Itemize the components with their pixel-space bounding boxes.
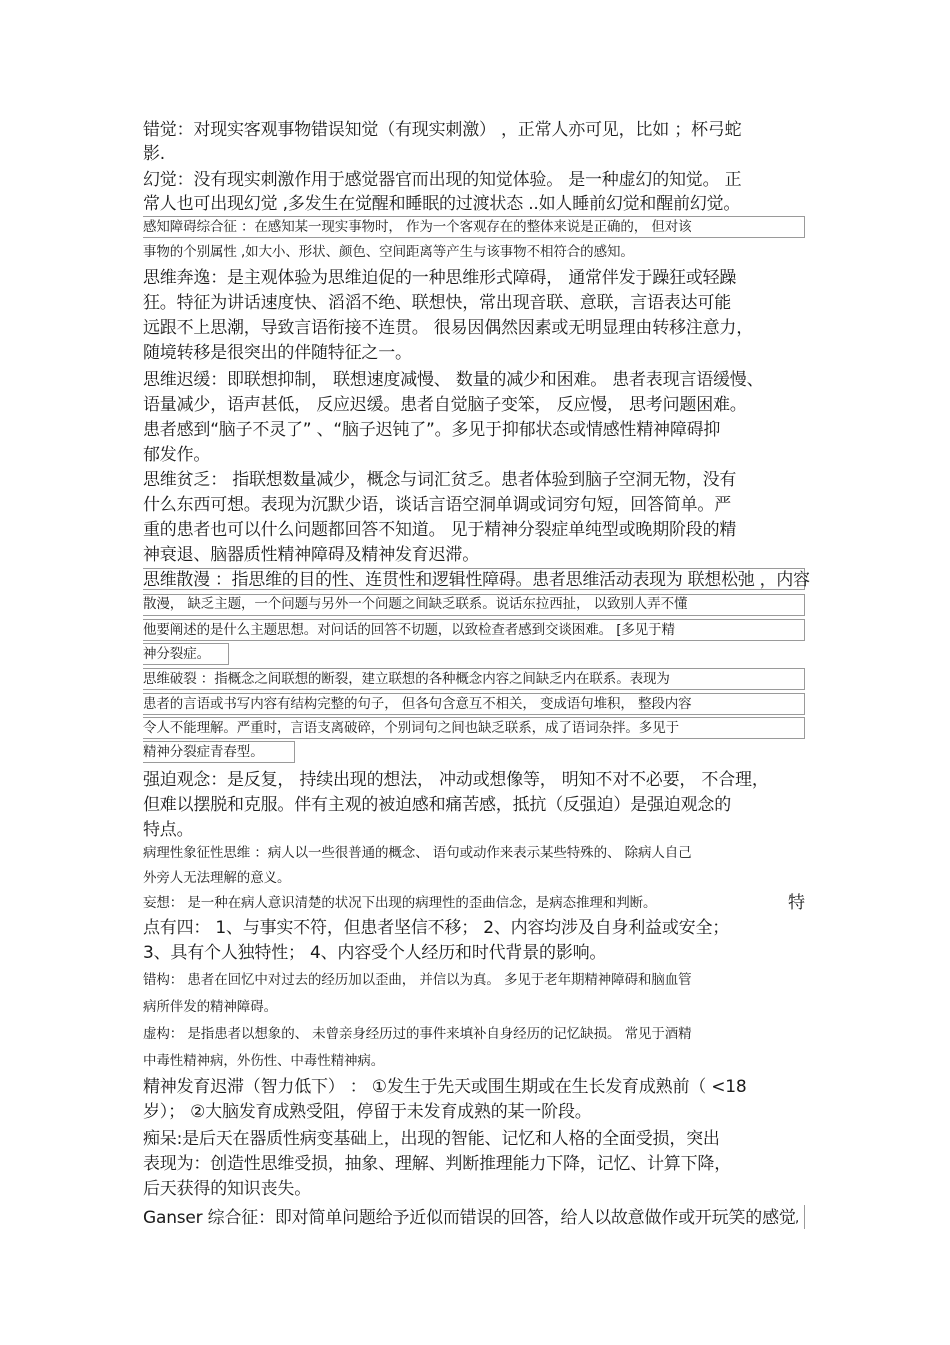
text-line: 精神发育迟滞（智力低下） ： ①发生于先天或围生期或在生长发育成熟前（ <18 bbox=[143, 1077, 747, 1097]
text-line: Ganser 综合征：即对简单问题给予近似而错误的回答，给人以故意做作或开玩笑的感觉 bbox=[143, 1208, 796, 1228]
text-line: 感知障碍综合征 ：在感知某一现实事物时， 作为一个客观存在的整体来说是正确的， 但对该 bbox=[143, 219, 692, 235]
text-line: 表现为：创造性思维受损，抽象、理解、判断推理能力下降，记忆、计算下降， bbox=[143, 1154, 731, 1174]
text-line: 什么东西可想。表现为沉默少语，谈话言语空洞单调或词穷句短，回答简单。严 bbox=[143, 495, 731, 515]
text-line: 中毒性精神病，外伤性、中毒性精神病。 bbox=[143, 1053, 385, 1069]
text-line: 精神分裂症青春型。 bbox=[143, 744, 264, 760]
text-line: 狂。特征为讲话速度快、滔滔不绝、联想快，常出现音联、意联，言语表达可能 bbox=[143, 293, 731, 313]
text-line: 事物的个别属性 ,如大小、形状、颜色、空间距离等产生与该事物不相符合的感知。 bbox=[143, 244, 634, 260]
text-line: 常人也可出现幻觉 ,多发生在觉醒和睡眠的过渡状态 ..如人睡前幻觉和醒前幻觉。 bbox=[143, 194, 741, 214]
text-line: 影. bbox=[143, 144, 166, 164]
text-line: 病理性象征性思维 ：病人以一些很普通的概念、 语句或动作来表示某些特殊的、 除病人自己 bbox=[143, 845, 692, 861]
text-line: 但难以摆脱和克服。伴有主观的被迫感和痛苦感，抵抗（反强迫）是强迫观念的 bbox=[143, 795, 731, 815]
text-line: 错构： 患者在回忆中对过去的经历加以歪曲， 并信以为真。 多见于老年期精神障碍和脑血管 bbox=[143, 972, 692, 988]
text-line: 妄想： 是一种在病人意识清楚的状况下出现的病理性的歪曲信念，是病态推理和判断。 bbox=[143, 895, 657, 911]
text-line: 患者的言语或书写内容有结构完整的句子， 但各句含意互不相关， 变成语句堆积， 整段内容 bbox=[143, 696, 692, 712]
text-line: 特点。 bbox=[143, 820, 194, 840]
text-line: 郁发作。 bbox=[143, 445, 211, 465]
text-line: 强迫观念：是反复， 持续出现的想法， 冲动或想像等， 明知不对不必要， 不合理， bbox=[143, 770, 769, 790]
text-line: 痴呆:是后天在器质性病变基础上，出现的智能、记忆和人格的全面受损，突出 bbox=[143, 1129, 720, 1149]
text-line: 随境转移是很突出的伴随特征之一。 bbox=[143, 343, 412, 363]
text-line: 幻觉：没有现实刺激作用于感觉器官而出现的知觉体验。 是一种虚幻的知觉。 正 bbox=[143, 170, 742, 190]
text-line: 思维贫乏： 指联想数量减少，概念与词汇贫乏。患者体验到脑子空洞无物，没有 bbox=[143, 470, 737, 490]
text-line: 神分裂症。 bbox=[143, 646, 210, 662]
text-line: 错觉：对现实客观事物错误知觉（有现实刺激） ，正常人亦可见，比如 ；杯弓蛇 bbox=[143, 120, 742, 140]
text-line: 病所伴发的精神障碍。 bbox=[143, 999, 277, 1015]
text-line: 特 bbox=[788, 893, 805, 913]
text-line: 思维迟缓：即联想抑制， 联想速度减慢、 数量的减少和困难。 患者表现言语缓慢、 bbox=[143, 370, 764, 390]
text-line: 令人不能理解。严重时，言语支离破碎，个别词句之间也缺乏联系，成了语词杂拌。多见于 bbox=[143, 720, 679, 736]
text-line: 语量减少，语声甚低， 反应迟缓。患者自觉脑子变笨， 反应慢， 思考问题困难。 bbox=[143, 395, 747, 415]
text-line: 3、具有个人独特性； 4、内容受个人经历和时代背景的影响。 bbox=[143, 943, 607, 963]
text-line: 思维散漫 ：指思维的目的性、连贯性和逻辑性障碍。患者思维活动表现为 联想松弛 ，内容 bbox=[143, 570, 810, 590]
text-line: 虚构： 是指患者以想象的、 未曾亲身经历过的事件来填补自身经历的记忆缺损。 常见于酒精 bbox=[143, 1026, 692, 1042]
text-line: 外旁人无法理解的意义。 bbox=[143, 870, 291, 886]
text-line: 后天获得的知识丧失。 bbox=[143, 1179, 311, 1199]
text-line: 神衰退、脑器质性精神障碍及精神发育迟滞。 bbox=[143, 545, 479, 565]
text-line: 重的患者也可以什么问题都回答不知道。 见于精神分裂症单纯型或晚期阶段的精 bbox=[143, 520, 737, 540]
text-line: 点有四： 1、与事实不符，但患者坚信不移； 2、内容均涉及自身利益或安全； bbox=[143, 918, 730, 938]
text-line: 远跟不上思潮，导致言语衔接不连贯。 很易因偶然因素或无明显理由转移注意力， bbox=[143, 318, 754, 338]
text-line: 思维奔逸：是主观体验为思维迫促的一种思维形式障碍， 通常伴发于躁狂或轻躁 bbox=[143, 268, 737, 288]
text-line: 岁）； ②大脑发育成熟受阻，停留于未发育成熟的某一阶段。 bbox=[143, 1102, 592, 1122]
text-line: 散漫， 缺乏主题，一个问题与另外一个问题之间缺乏联系。说话东拉西扯， 以致别人弄不懂 bbox=[143, 596, 688, 612]
text-line: , bbox=[795, 1210, 800, 1226]
text-line: 他要阐述的是什么主题思想。对问话的回答不切题，以致检查者感到交谈困难。 [多见于精 bbox=[143, 622, 675, 638]
text-line: 患者感到“脑子不灵了” 、“脑子迟钝了”。多见于抑郁状态或情感性精神障碍抑 bbox=[143, 420, 721, 440]
text-line: 思维破裂 ：指概念之间联想的断裂，建立联想的各种概念内容之间缺乏内在联系。表现为 bbox=[143, 671, 670, 687]
